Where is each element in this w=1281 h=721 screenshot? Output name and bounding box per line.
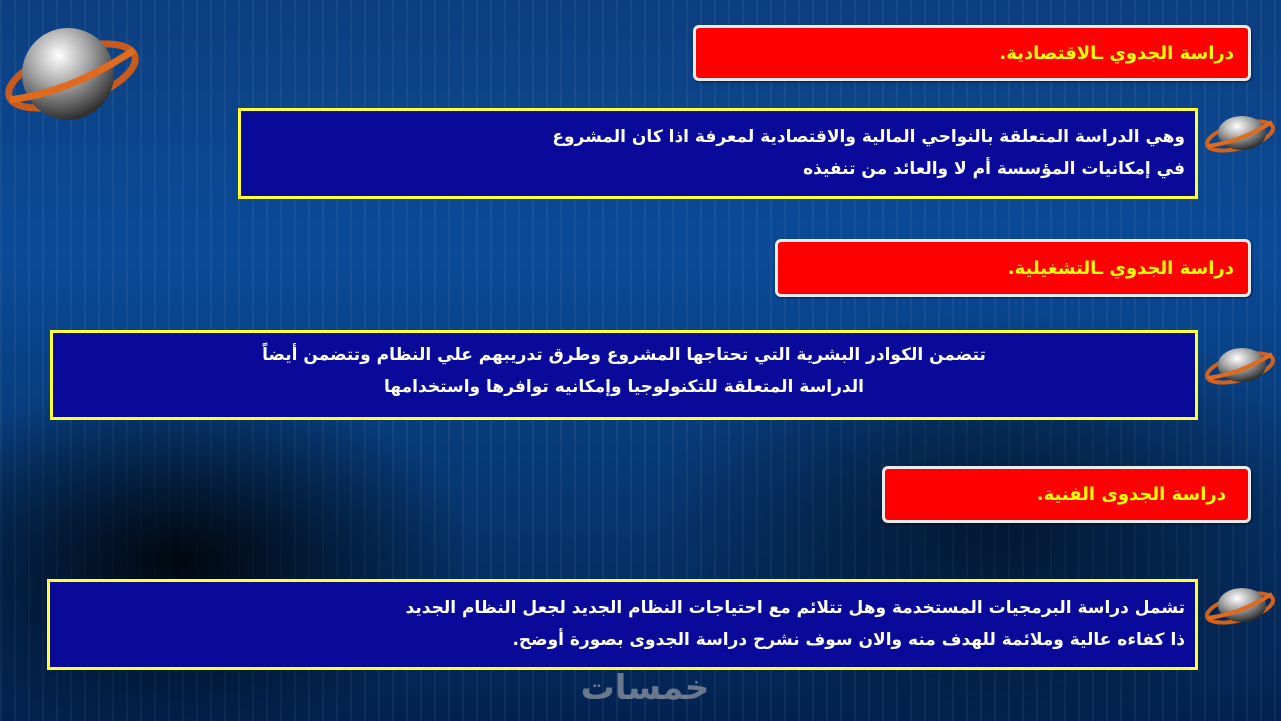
planet-bullet-icon [1204, 582, 1276, 630]
planet-bullet-icon [1204, 110, 1276, 158]
paragraph-line: الدراسة المتعلقة للتكنولوجيا وإمكانيه توافرها واستخدامها [384, 377, 864, 397]
paragraph-line: ذا كفاءه عالية وملائمة للهدف منه والان سوف نشرح دراسة الجدوى بصورة أوضح. [512, 630, 1185, 650]
heading-text: دراسة الجدوى الفنية. [1036, 484, 1226, 505]
planet-bullet-icon [1204, 342, 1276, 390]
watermark-text: خمسات [580, 668, 710, 708]
heading-text: دراسة الجدوي ـالتشغيلية. [1007, 257, 1234, 279]
planet-logo-icon [2, 22, 142, 126]
heading-economic-feasibility [693, 25, 1251, 81]
paragraph-technical-feasibility [47, 579, 1198, 670]
heading-text: دراسة الجدوي ـالاقتصادية. [999, 42, 1234, 64]
paragraph-line: تشمل دراسة البرمجيات المستخدمة وهل تتلائم مع احتياجات النظام الجديد لجعل النظام الجديد [405, 598, 1185, 618]
paragraph-economic-feasibility [238, 108, 1198, 199]
watermark-logo [560, 668, 730, 712]
heading-operational-feasibility [775, 239, 1251, 297]
paragraph-operational-feasibility [50, 330, 1198, 420]
paragraph-line: في إمكانيات المؤسسة أم لا والعائد من تنفيذه [803, 159, 1185, 179]
paragraph-line: وهي الدراسة المتعلقة بالنواحي المالية والاقتصادية لمعرفة اذا كان المشروع [552, 127, 1185, 147]
paragraph-line: تتضمن الكوادر البشرية التي تحتاجها المشروع وطرق تدريبهم علي النظام وتتضمن أيضاً [262, 345, 986, 365]
heading-technical-feasibility [882, 466, 1251, 523]
